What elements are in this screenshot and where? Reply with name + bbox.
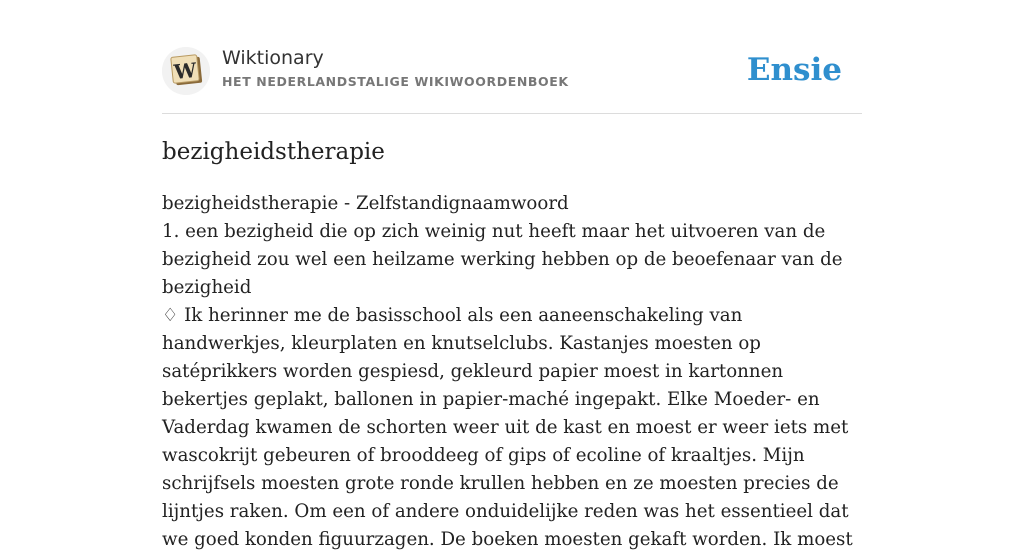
site-tagline: HET NEDERLANDSTALIGE WIKIWOORDENBOEK: [222, 74, 569, 89]
header-divider: [162, 113, 862, 114]
entry-content: [162, 190, 862, 554]
svg-text:W: W: [172, 57, 198, 85]
definition-text: 1. een bezigheid die op zich weinig nut heeft maar het uitvoeren van de bezigheid zou wel een heilzame werking hebben op de beoefenaar van de bezigheid: [162, 221, 843, 298]
ensie-brand-link[interactable]: Ensie: [746, 52, 842, 88]
page: [162, 0, 862, 550]
wiktionary-logo-icon[interactable]: [162, 47, 210, 95]
site-header: [162, 44, 862, 94]
page-title: bezigheidstherapie: [162, 139, 385, 165]
site-name[interactable]: Wiktionary: [222, 47, 324, 69]
part-of-speech-line: bezigheidstherapie - Zelfstandignaamwoord: [162, 193, 569, 214]
example-text: ♢ Ik herinner me de basisschool als een aaneenschakeling van handwerkjes, kleurplaten en knutselclubs. Kastanjes moesten op satéprikkers worden gespiesd, gekleurd papier moest in kartonnen bekertjes geplakt, ballonen in papier-maché ingepakt. Elke Moeder- en Vaderdag kwamen de schorten weer uit de kast en moest er weer iets met wascokrijt gebeuren of brooddeeg of gips of ecoline of kraaltjes. Mijn schrijfsels moesten grote ronde krullen hebben en ze moesten precies de lijntjes raken. Om een of andere onduidelijke reden was het essentieel dat we goed konden figuurzagen. De boeken moesten gekaft worden. Ik moest: [162, 305, 853, 550]
